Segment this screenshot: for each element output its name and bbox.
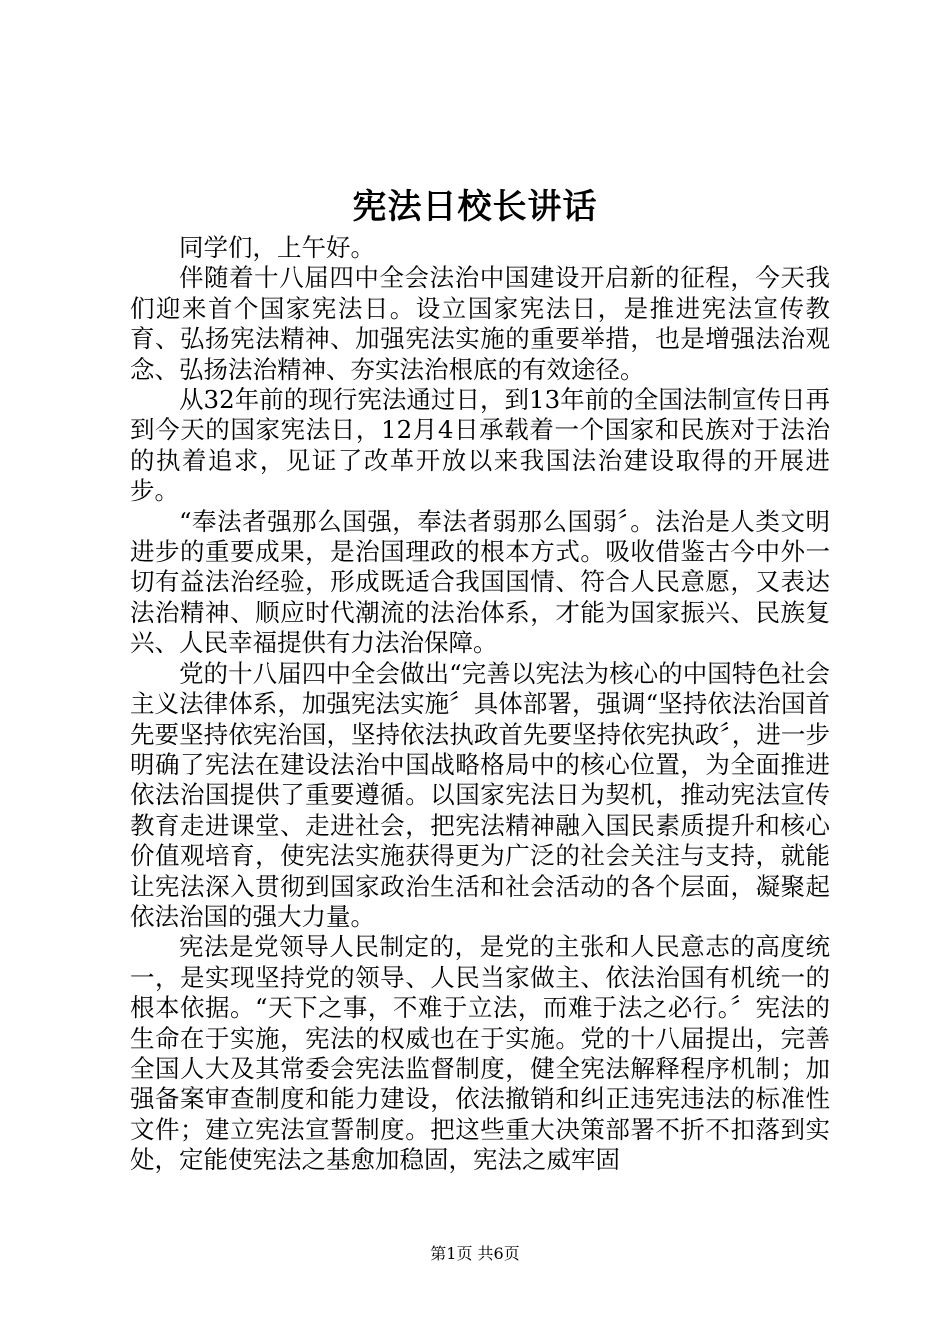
document-body [130,233,830,1176]
page-footer: 第1页 共6页 [430,1244,520,1263]
paragraph: 党的十八届四中全会做出“完善以宪法为核心的中国特色社会主义法律体系，加强宪法实施〞具体部署，强调“坚持依法治国首先要坚持依宪治国，坚持依法执政首先要坚持依宪执政〞，进一步明确了宪法在建设法治中国战略格局中的核心位置，为全面推进依法治国提供了重要遵循。以国家宪法日为契机，推动宪法宣传教育走进课堂、走进社会，把宪法精神融入国民素质提升和核心价值观培育，使宪法实施获得更为广泛的社会关注与支持，就能让宪法深入贯彻到国家政治生活和社会活动的各个层面，凝聚起依法治国的强大力量。 [130,658,830,931]
document-title: 宪法日校长讲话 [352,187,598,227]
paragraph-greeting: 同学们，上午好。 [179,233,375,262]
paragraph: 宪法是党领导人民制定的，是党的主张和人民意志的高度统一，是实现坚持党的领导、人民当家做主、依法治国有机统一的根本依据。“天下之事，不难于立法，而难于法之必行。〞宪法的生命在于实施，宪法的权威也在于实施。党的十八届提出，完善全国人大及其常委会宪法监督制度，健全宪法解释程序机制；加强备案审查制度和能力建设，依法撤销和纠正违宪违法的标准性文件；建立宪法宣誓制度。把这些重大决策部署不折不扣落到实处，定能使宪法之基愈加稳固，宪法之威牢固 [130,932,830,1175]
paragraph: 从32年前的现行宪法通过日，到13年前的全国法制宣传日再到今天的国家宪法日，12月4日承载着一个国家和民族对于法治的执着追求，见证了改革开放以来我国法治建设取得的开展进步。 [130,385,830,506]
paragraph: “奉法者强那么国强，奉法者弱那么国弱〞。法治是人类文明进步的重要成果，是治国理政的根本方式。吸收借鉴古今中外一切有益法治经验，形成既适合我国国情、符合人民意愿，又表达法治精神、顺应时代潮流的法治体系，才能为国家振兴、民族复兴、人民幸福提供有力法治保障。 [130,506,830,658]
paragraph: 伴随着十八届四中全会法治中国建设开启新的征程，今天我们迎来首个国家宪法日。设立国家宪法日，是推进宪法宣传教育、弘扬宪法精神、加强宪法实施的重要举措，也是增强法治观念、弘扬法治精神、夯实法治根底的有效途径。 [130,263,830,384]
